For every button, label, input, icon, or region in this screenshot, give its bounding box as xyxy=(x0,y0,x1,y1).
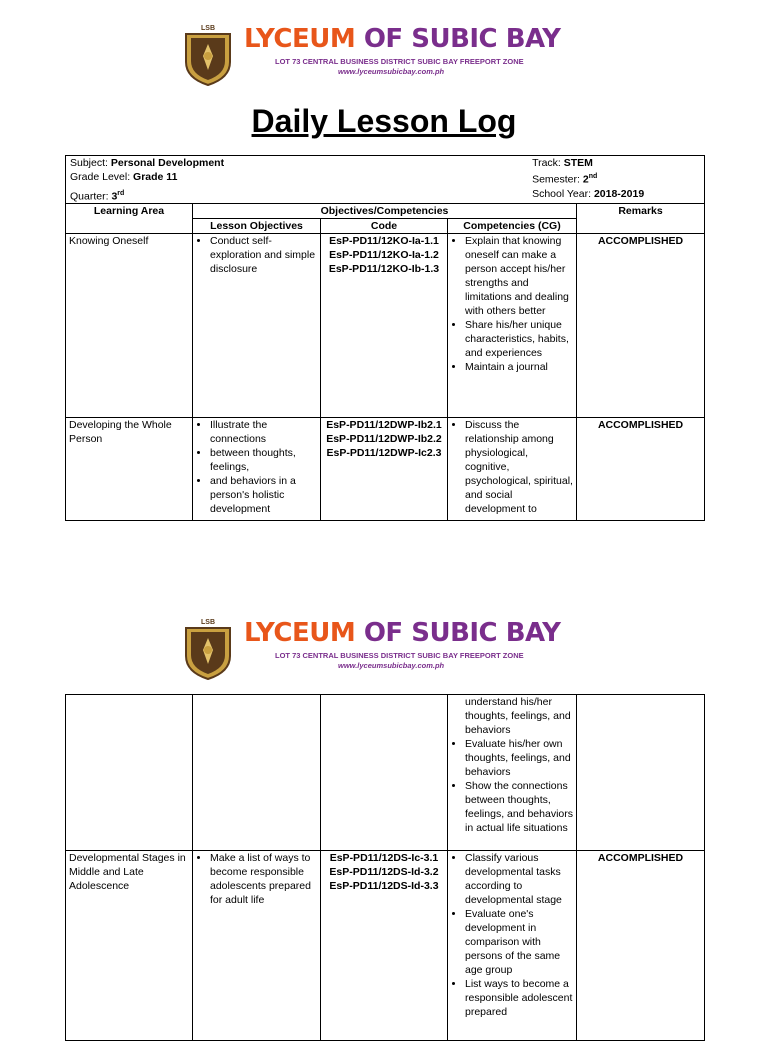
table-row xyxy=(66,418,705,521)
grade-label: Grade Level: xyxy=(70,171,131,183)
school-website: www.lyceumsubicbay.com.ph xyxy=(338,67,445,76)
list-item: • Classify various developmental tasks according to developmental stage xyxy=(465,851,573,907)
school-address: LOT 73 CENTRAL BUSINESS DISTRICT SUBIC BAY FREEPORT ZONE xyxy=(275,57,524,66)
crest-abbr: LSB xyxy=(201,619,215,626)
competencies-cell xyxy=(448,851,577,1041)
code-item: EsP-PD11/12DWP-Ib2.1 xyxy=(326,419,442,431)
table-row xyxy=(66,851,705,1041)
list-item: • List ways to become a responsible adolescent prepared xyxy=(465,977,573,1019)
competencies-cell xyxy=(448,695,577,851)
school-name xyxy=(244,618,560,648)
code-item: EsP-PD11/12DWP-Ic2.3 xyxy=(326,447,442,459)
learning-area-cell: Knowing Oneself xyxy=(66,234,193,418)
code-item: EsP-PD11/12DS-Id-3.2 xyxy=(329,866,439,878)
track-value: STEM xyxy=(563,157,593,169)
objectives-cell xyxy=(193,695,321,851)
semester-sup: nd xyxy=(588,173,598,180)
code-cell xyxy=(321,695,448,851)
list-item: • Illustrate the connections xyxy=(210,418,317,446)
school-letterhead xyxy=(182,22,582,92)
meta-line-2 xyxy=(70,170,700,187)
code-cell xyxy=(321,851,448,1041)
remarks-header: Remarks xyxy=(577,204,705,234)
competencies-cell xyxy=(448,418,577,521)
code-cell xyxy=(321,418,448,521)
learning-area-cell xyxy=(66,695,193,851)
code-item: EsP-PD11/12KO-Ia-1.2 xyxy=(329,249,439,261)
code-item: EsP-PD11/12DS-Ic-3.1 xyxy=(329,852,439,864)
code-item: EsP-PD11/12KO-Ib-1.3 xyxy=(328,263,440,275)
subject-value: Personal Development xyxy=(110,157,225,169)
quarter-label: Quarter: xyxy=(70,190,109,202)
code-item: EsP-PD11/12KO-Ia-1.1 xyxy=(329,235,439,247)
page-title: Daily Lesson Log xyxy=(251,103,517,139)
list-item: • and behaviors in a person's holistic development xyxy=(210,474,317,516)
semester-label: Semester: xyxy=(532,173,580,186)
code-header: Code xyxy=(321,219,448,234)
list-item: • Show the connections between thoughts, feelings, and behaviors in actual life situations xyxy=(465,779,573,835)
continued-text: understand his/her thoughts, feelings, and behaviors xyxy=(465,696,571,736)
list-item: • Conduct self-exploration and simple disclosure xyxy=(210,234,317,276)
school-year-label: School Year: xyxy=(532,187,592,200)
code-item: EsP-PD11/12DWP-Ib2.2 xyxy=(326,433,442,445)
objectives-cell xyxy=(193,851,321,1041)
school-crest-logo xyxy=(182,616,234,680)
remarks-cell xyxy=(577,695,705,851)
meta-line-3 xyxy=(70,187,700,204)
subject-label: Subject: xyxy=(70,157,108,169)
competencies-header: Competencies (CG) xyxy=(448,219,577,234)
header-row-1 xyxy=(66,204,705,219)
school-name-part1: LYCEUM xyxy=(244,618,356,648)
competencies-cell xyxy=(448,234,577,418)
list-item: • Explain that knowing oneself can make a person accept his/her strengths and limitations and dealing with others better xyxy=(465,234,573,318)
school-name-part2: OF SUBIC BAY xyxy=(363,618,561,648)
school-year-value: 2018-2019 xyxy=(593,187,645,200)
code-item: EsP-PD11/12DS-Id-3.3 xyxy=(329,880,439,892)
list-item: • Evaluate his/her own thoughts, feelings, and behaviors xyxy=(465,737,573,779)
remarks-cell: ACCOMPLISHED xyxy=(577,418,705,521)
track-label: Track: xyxy=(532,157,561,169)
school-name-part2: OF SUBIC BAY xyxy=(363,24,561,54)
school-letterhead xyxy=(182,616,582,686)
lesson-log-table-continued xyxy=(65,694,705,1041)
school-crest-logo xyxy=(182,22,234,86)
list-item: • Share his/her unique characteristics, habits, and experiences xyxy=(465,318,573,360)
learning-area-cell: Developing the Whole Person xyxy=(66,418,193,521)
school-name-part1: LYCEUM xyxy=(244,24,356,54)
learning-area-cell: Developmental Stages in Middle and Late Adolescence xyxy=(66,851,193,1041)
lesson-objectives-header: Lesson Objectives xyxy=(193,219,321,234)
list-item: • Evaluate one's development in comparison with persons of the same age group xyxy=(465,907,573,977)
list-item: • between thoughts, feelings, xyxy=(210,446,317,474)
crest-abbr: LSB xyxy=(201,25,215,32)
quarter-value: 3 xyxy=(111,190,118,202)
semester-value: 2 xyxy=(582,173,589,186)
table-row xyxy=(66,234,705,418)
learning-area-header: Learning Area xyxy=(66,204,193,234)
lesson-log-table xyxy=(65,155,705,521)
list-item: • Make a list of ways to become responsible adolescents prepared for adult life xyxy=(210,851,317,907)
objectives-cell xyxy=(193,418,321,521)
school-address: LOT 73 CENTRAL BUSINESS DISTRICT SUBIC BAY FREEPORT ZONE xyxy=(275,651,524,660)
meta-row xyxy=(66,156,705,204)
objectives-cell xyxy=(193,234,321,418)
remarks-cell: ACCOMPLISHED xyxy=(577,234,705,418)
school-website: www.lyceumsubicbay.com.ph xyxy=(338,661,445,670)
school-name xyxy=(244,24,560,54)
list-item: • Discuss the relationship among physiological, cognitive, psychological, spiritual, and social development to xyxy=(465,418,573,516)
code-cell xyxy=(321,234,448,418)
grade-value: Grade 11 xyxy=(133,171,178,183)
list-item: • Maintain a journal xyxy=(465,360,573,374)
remarks-cell: ACCOMPLISHED xyxy=(577,851,705,1041)
objectives-header: Objectives/Competencies xyxy=(193,204,577,219)
table-row xyxy=(66,695,705,851)
meta-line-1 xyxy=(70,156,700,170)
quarter-sup: rd xyxy=(117,189,125,197)
